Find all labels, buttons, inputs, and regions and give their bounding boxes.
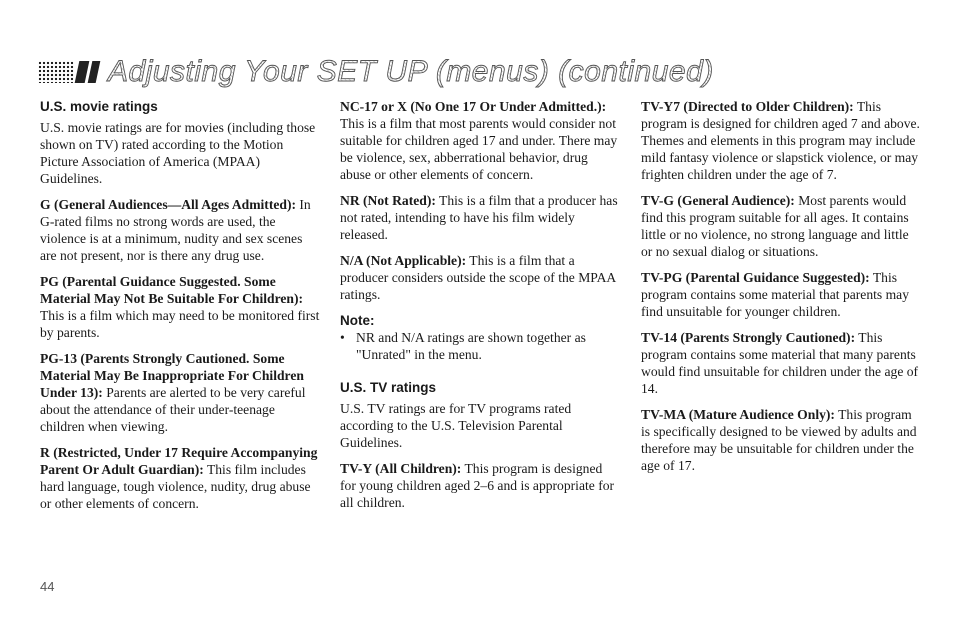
section-heading-tv-ratings: U.S. TV ratings xyxy=(340,380,437,395)
rating-title: TV-G (General Audience): xyxy=(641,193,795,208)
rating-title: TV-14 (Parents Strongly Cautioned): xyxy=(641,330,856,345)
rating-description: This is a film that most parents would consider not suitable for children aged 17 and under. There may be violence, sex, abberrational behavior, drug abuse or other elements of concern. xyxy=(340,116,618,182)
tv-ratings-intro: U.S. TV ratings are for TV programs rated according to the U.S. Television Parental Guidelines. xyxy=(340,401,572,450)
column-movie-ratings xyxy=(40,98,320,521)
rating-description: Most parents would find this program suitable for all ages. It contains little or no violence, no strong language and little or no sexual dialog or situations. xyxy=(641,193,909,259)
rating-entry-tvg xyxy=(641,192,923,260)
rating-description: This program is specifically designed to be viewed by adults and therefore may be unsuitable for children under the age of 17. xyxy=(641,407,917,473)
rating-description: This is a film which may need to be monitored first by parents. xyxy=(40,308,320,340)
rating-title: TV-PG (Parental Guidance Suggested): xyxy=(641,270,870,285)
rating-entry-r xyxy=(40,444,320,512)
rating-title: NC-17 or X (No One 17 Or Under Admitted.): xyxy=(340,99,607,114)
rating-description: This is a film that a producer has not rated, intending to have his film widely released. xyxy=(340,193,618,242)
rating-title: TV-MA (Mature Audience Only): xyxy=(641,407,835,422)
rating-entry-tv14 xyxy=(641,329,923,397)
rating-entry-tvy xyxy=(340,460,620,511)
rating-title: NR (Not Rated): xyxy=(340,193,436,208)
block-icon xyxy=(88,61,101,83)
rating-description: This program contains some material that parents may find unsuitable for younger children. xyxy=(641,270,910,319)
page-number: 44 xyxy=(40,579,55,594)
rating-description: This is a film that a producer considers outside the scope of the MPAA ratings. xyxy=(340,253,616,302)
rating-entry-pg xyxy=(40,273,320,341)
rating-entry-g xyxy=(40,196,320,264)
page-title: Adjusting Your SET UP (menus) (continued) xyxy=(108,55,714,88)
rating-entry-nr xyxy=(340,192,620,243)
rating-description: Parents are alerted to be very careful about the attendance of their under-teenage children when viewing. xyxy=(40,385,306,434)
rating-title: R (Restricted, Under 17 Require Accompanying Parent Or Adult Guardian): xyxy=(40,445,318,477)
rating-description: This program is designed for children aged 7 and above. Themes and elements in this program may include mild fantasy violence or slapstick violence, or may frighten children under the age of 7. xyxy=(641,99,920,182)
rating-description: This program contains some material that many parents would find unsuitable for children under the age of 14. xyxy=(641,330,919,396)
dot-pattern-icon xyxy=(38,61,74,83)
rating-entry-na xyxy=(340,252,620,303)
rating-entry-tvma xyxy=(641,406,923,474)
note-item xyxy=(340,329,620,363)
rating-title: G (General Audiences—All Ages Admitted): xyxy=(40,197,296,212)
rating-description: In G-rated films no strong words are used, the violence is at a minimum, nudity and sex scenes are not present, nor is there any drug use. xyxy=(40,197,311,263)
rating-entry-tvy7 xyxy=(641,98,923,183)
page-header xyxy=(38,52,714,92)
note-text: NR and N/A ratings are shown together as "Unrated" in the menu. xyxy=(356,330,586,362)
rating-title: PG (Parental Guidance Suggested. Some Material May Not Be Suitable For Children): xyxy=(40,274,304,306)
rating-description: This program is designed for young children aged 2–6 and is appropriate for all children. xyxy=(340,461,615,510)
rating-entry-nc17 xyxy=(340,98,620,183)
header-decoration-icon xyxy=(38,61,98,83)
rating-title: TV-Y (All Children): xyxy=(340,461,462,476)
section-heading-movie-ratings: U.S. movie ratings xyxy=(40,99,158,114)
movie-ratings-intro: U.S. movie ratings are for movies (including those shown on TV) rated according to the Motion Picture Association of America (MPAA) Guidelines. xyxy=(40,120,316,186)
rating-title: N/A (Not Applicable): xyxy=(340,253,467,268)
rating-title: TV-Y7 (Directed to Older Children): xyxy=(641,99,854,114)
rating-description: This film includes hard language, tough violence, nudity, drug abuse or other elements of concern. xyxy=(40,462,311,511)
note-heading: Note: xyxy=(340,313,375,328)
rating-title: PG-13 (Parents Strongly Cautioned. Some Material May Be Inappropriate For Children Under 13): xyxy=(40,351,304,400)
block-icon xyxy=(75,61,90,83)
rating-entry-tvpg xyxy=(641,269,923,320)
column-middle xyxy=(340,98,620,520)
rating-entry-pg13 xyxy=(40,350,320,435)
bullet-icon: • xyxy=(340,330,345,345)
column-tv-ratings xyxy=(641,98,923,483)
